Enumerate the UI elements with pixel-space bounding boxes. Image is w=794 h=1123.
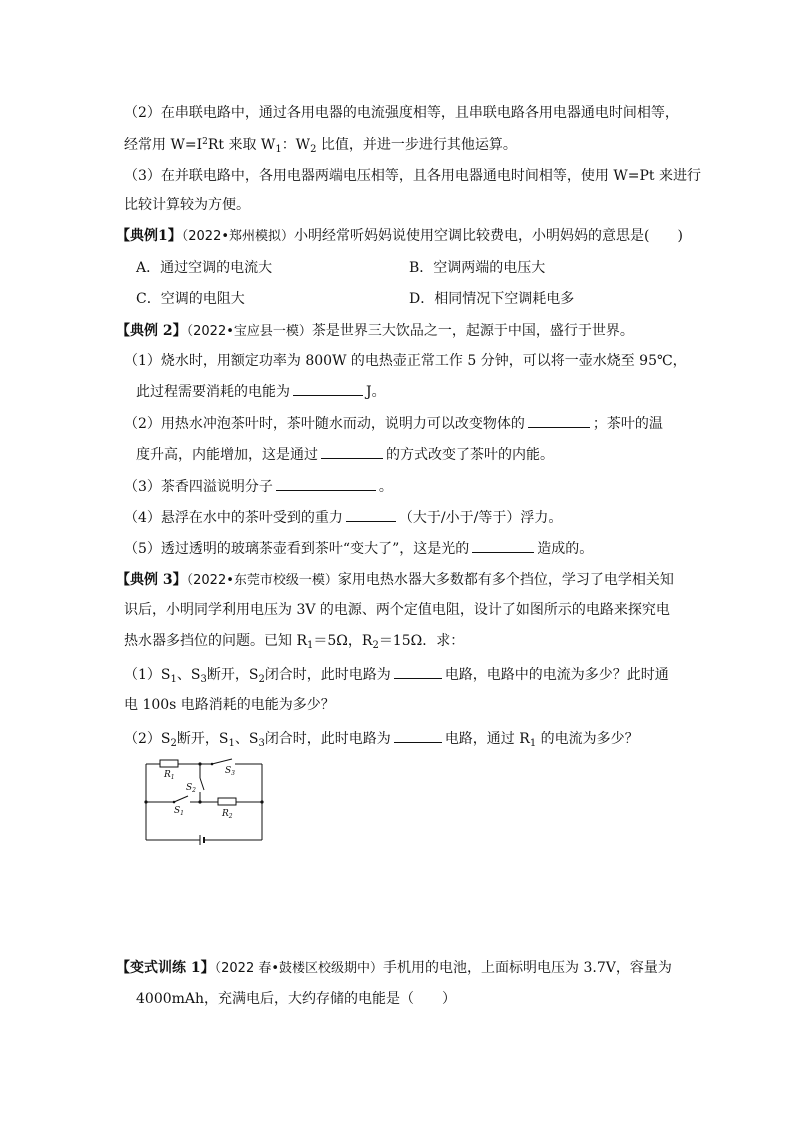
text-line: $(1)S_1$、$S_3$断开，$S_2$闭合时，此时电路为 电路，电路中的电流为多少？此时通 [124,664,669,690]
answer-blank [528,413,590,428]
text-line: 热水器多挡位的问题。已知 $R_1=5\Omega$，$R_2=15\Omega$．求： [124,633,465,651]
label-s3: $S_3$ [225,766,235,777]
text-line: 度升高，内能增加，这是通过 的方式改变了茶叶的内能。 [136,444,554,465]
text-line: 经常用 $W=I^2Rt$ 来取 $W_1$：$W_2$ 比值，并进一步进行其他运算。 [124,137,517,155]
switch-s3 [212,759,232,764]
source-label: （2022•东莞市校级一模） [186,573,338,588]
source-label: （2022•郑州模拟） [181,229,295,244]
example-tag: 【变式训练 1】 [116,960,215,976]
answer-blank [394,664,442,679]
option-c: C．空调的电阻大 [136,291,245,307]
text-line: 识后，小明同学利用电压为 3V 的电源、两个定值电阻，设计了如图所示的电路来探究电 [124,602,670,618]
example-tag: 【典例 2】 [116,323,187,339]
label-r2: $R_2$ [222,809,233,820]
option-d: D．相同情况下空调耗电多 [409,291,575,307]
variant-1-question: 【变式训练 1】（2022 春•鼓楼区校级期中）手机用的电池，上面标明电压为 3.7V，容量为 [116,960,672,976]
text-line: （1）烧水时，用额定功率为 800W 的电热壶正常工作 5 分钟，可以将一壶水烧至 95℃， [124,353,687,369]
example-tag: 【典例1】 [116,228,182,244]
label-s2: $S_2$ [186,783,196,794]
text-line: 4000mAh，充满电后，大约存储的电能是（ ） [136,991,457,1007]
example-1-question: 【典例1】（2022•郑州模拟）小明经常听妈妈说使用空调比较费电，小明妈妈的意思是( ) [116,228,683,244]
answer-blank [346,507,396,522]
text-line: 比较计算较为方便。 [124,197,250,213]
text-line: $(2)S_2$断开，$S_1$、$S_3$闭合时，此时电路为 电路，通过 $R_1$ 的电流为多少？ [124,728,639,754]
answer-blank [472,538,534,553]
resistor-r2 [218,798,236,805]
text-line: （5）透过透明的玻璃茶壶看到茶叶“变大了”，这是光的 造成的。 [124,538,593,559]
example-3-intro: 【典例 3】（2022•东莞市校级一模）家用电热水器大多数都有多个挡位，学习了电学相关知 [116,572,674,588]
text-line: （4）悬浮在水中的茶叶受到的重力 （大于/小于/等于）浮力。 [124,507,562,528]
option-b: B．空调两端的电压大 [409,260,546,276]
label-s1: $S_1$ [174,806,184,817]
text-line: （2）在串联电路中，通过各用电器的电流强度相等，且串联电路各用电器通电时间相等， [124,105,679,121]
label-r1: $R_1$ [164,770,175,781]
text-line: 此过程需要消耗的电能为 J。 [136,381,386,402]
text-line: （2）用热水冲泡茶叶时，茶叶随水而动，说明力可以改变物体的 ；茶叶的温 [124,413,663,434]
answer-blank [293,381,363,396]
resistor-r1 [160,760,178,767]
source-label: （2022 春•鼓楼区校级期中） [214,961,384,976]
answer-blank [394,728,442,743]
option-a: A．通过空调的电流大 [136,260,273,276]
source-label: （2022•宝应县一模） [186,324,312,339]
answer-blank [321,444,383,459]
switch-s2 [200,778,204,790]
text-line: （3）在并联电路中，各用电器两端电压相等，且各用电器通电时间相等，使用 W=Pt 来进行 [124,168,701,184]
switch-s1 [174,796,188,802]
answer-blank [276,476,376,491]
text-line: （3）茶香四溢说明分子 。 [124,476,393,497]
text-line: 电 100s 电路消耗的电能为多少？ [124,697,335,713]
example-2-intro: 【典例 2】（2022•宝应县一模）茶是世界三大饮品之一，起源于中国，盛行于世界。 [116,323,634,339]
circuit-diagram [140,756,270,848]
example-tag: 【典例 3】 [116,572,187,588]
